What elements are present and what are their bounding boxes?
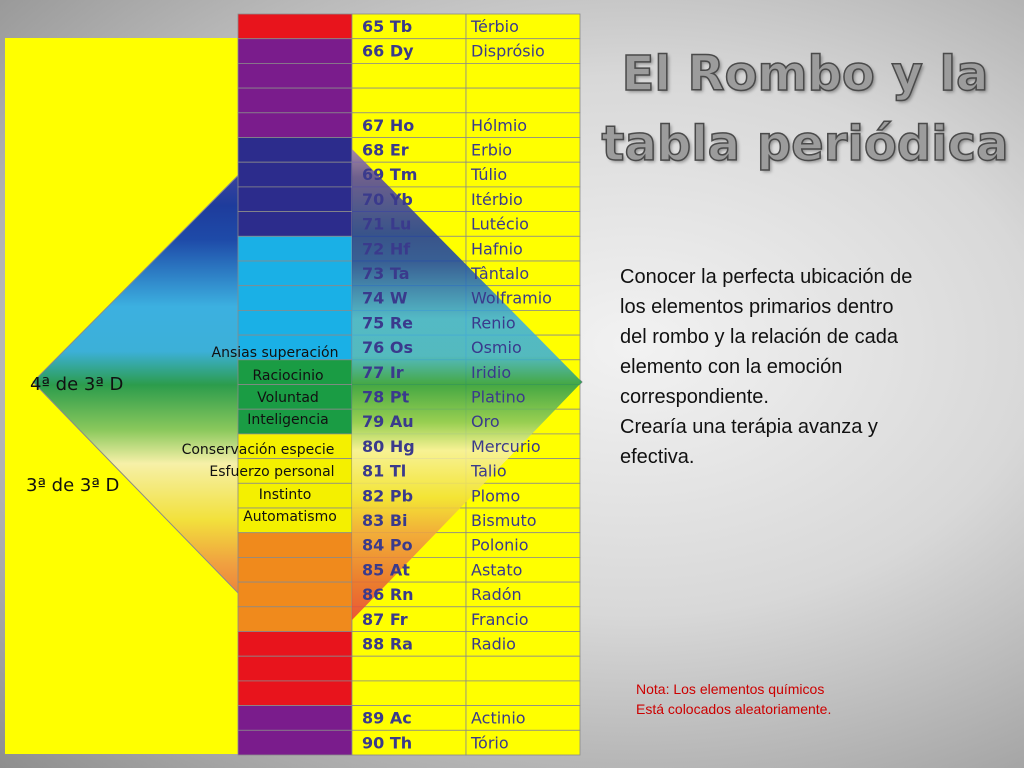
element-symbol: 77 Ir — [362, 362, 404, 382]
rhombus-label: Voluntad — [257, 390, 319, 406]
element-name: Plomo — [471, 486, 521, 506]
rhombus-label: Inteligencia — [247, 412, 329, 428]
note-line: Nota: Los elementos químicos — [636, 681, 825, 697]
color-cell — [238, 88, 352, 113]
title-line: El Rombo y la — [621, 46, 989, 102]
element-symbol: 82 Pb — [362, 486, 414, 506]
level-label-lower: 3ª de 3ª D — [26, 475, 120, 496]
element-name: Astato — [471, 560, 523, 580]
element-symbol: 70 Yb — [362, 189, 413, 209]
name-cell — [466, 63, 580, 88]
name-cell — [466, 656, 580, 681]
periodic-table — [238, 14, 582, 755]
element-name: Osmio — [471, 338, 522, 358]
element-name: Mercurio — [471, 436, 541, 456]
title-line: tabla periódica — [601, 115, 1009, 172]
element-symbol: 83 Bi — [362, 511, 408, 530]
element-symbol: 89 Ac — [362, 708, 412, 728]
rhombus-label: Conservación especie — [181, 442, 335, 458]
element-symbol: 79 Au — [362, 412, 414, 432]
element-name: Túlio — [471, 165, 508, 185]
element-symbol: 72 Hf — [362, 239, 411, 259]
element-name: Disprósio — [471, 41, 545, 61]
element-name: Erbio — [471, 140, 513, 160]
element-symbol: 80 Hg — [362, 436, 415, 456]
element-name: Wolframio — [471, 288, 552, 308]
body-line: del rombo y la relación de cada — [620, 326, 898, 348]
body-line: correspondiente. — [620, 386, 769, 408]
element-symbol: 78 Pt — [362, 387, 410, 407]
table-row — [238, 681, 580, 706]
description-text — [620, 262, 980, 472]
table-row — [238, 88, 580, 113]
table-row — [238, 63, 580, 88]
color-cell — [238, 63, 352, 88]
element-symbol: 85 At — [362, 560, 410, 580]
element-name: Radio — [471, 634, 516, 654]
element-symbol: 71 Lu — [362, 214, 412, 234]
element-name: Bismuto — [471, 511, 537, 530]
element-name: Renio — [471, 313, 516, 333]
color-cell — [238, 14, 352, 39]
note-line: Está colocados aleatoriamente. — [636, 701, 832, 717]
table-row — [238, 656, 580, 681]
element-name: Lutécio — [471, 214, 529, 234]
element-name: Iridio — [471, 362, 512, 382]
element-symbol: 69 Tm — [362, 165, 418, 185]
element-name: Hafnio — [471, 239, 523, 259]
color-cell — [238, 39, 352, 64]
level-label-upper: 4ª de 3ª D — [30, 374, 124, 395]
element-cell — [352, 63, 466, 88]
element-cell — [352, 681, 466, 706]
table-row — [238, 607, 580, 632]
color-cell — [238, 681, 352, 706]
element-symbol: 73 Ta — [362, 264, 410, 283]
color-cell — [238, 310, 352, 335]
element-name: Tântalo — [471, 264, 530, 283]
element-cell — [352, 88, 466, 113]
element-name: Hólmio — [471, 115, 528, 135]
element-symbol: 74 W — [362, 288, 408, 308]
footnote — [636, 679, 936, 719]
body-line: efectiva. — [620, 446, 695, 468]
rhombus-label: Automatismo — [243, 509, 337, 525]
element-symbol: 66 Dy — [362, 41, 414, 61]
body-line: elemento con la emoción — [620, 356, 843, 378]
element-name: Talio — [471, 461, 507, 481]
element-name: Radón — [471, 585, 522, 605]
element-symbol: 67 Ho — [362, 115, 415, 135]
rhombus-label: Esfuerzo personal — [209, 464, 335, 480]
body-line: los elementos primarios dentro — [620, 296, 894, 318]
color-cell — [238, 706, 352, 731]
color-cell — [238, 286, 352, 311]
element-symbol: 75 Re — [362, 313, 414, 333]
slide-title — [600, 40, 1010, 179]
element-name: Tório — [471, 733, 509, 753]
element-name: Actinio — [471, 708, 526, 728]
element-name: Francio — [471, 609, 529, 629]
color-cell — [238, 656, 352, 681]
element-cell — [352, 656, 466, 681]
name-cell — [466, 681, 580, 706]
element-symbol: 76 Os — [362, 338, 413, 358]
color-cell — [238, 730, 352, 755]
body-line: Crearía una terápia avanza y — [620, 416, 878, 438]
element-name: Térbio — [471, 17, 519, 36]
element-symbol: 87 Fr — [362, 609, 408, 629]
rhombus-label: Raciocinio — [252, 368, 324, 384]
element-symbol: 88 Ra — [362, 634, 413, 654]
element-symbol: 65 Tb — [362, 17, 413, 36]
element-symbol: 68 Er — [362, 140, 409, 160]
element-symbol: 81 Tl — [362, 461, 407, 481]
rhombus-label: Ansias superación — [211, 345, 339, 361]
body-line: Conocer la perfecta ubicación de — [620, 266, 913, 288]
element-name: Platino — [471, 387, 526, 407]
rhombus-label: Instinto — [258, 487, 312, 503]
element-name: Itérbio — [471, 189, 523, 209]
element-name: Polonio — [471, 535, 529, 555]
element-name: Oro — [471, 412, 500, 432]
element-symbol: 84 Po — [362, 535, 413, 555]
name-cell — [466, 88, 580, 113]
table-row — [238, 138, 580, 163]
element-symbol: 86 Rn — [362, 585, 414, 605]
element-symbol: 90 Th — [362, 733, 413, 753]
